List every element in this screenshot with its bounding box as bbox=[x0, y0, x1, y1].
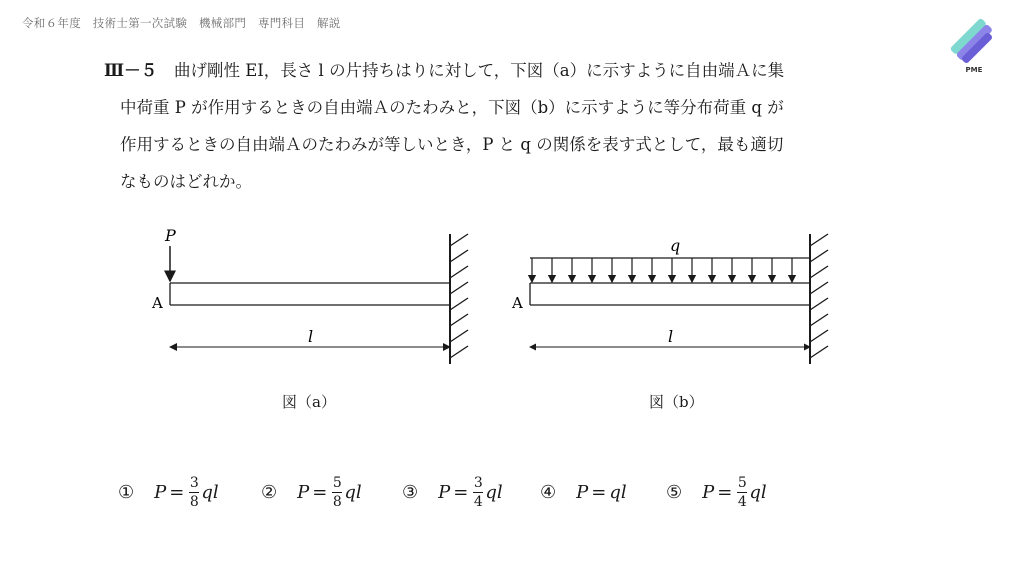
choice-2-mark: ② bbox=[261, 481, 278, 503]
figure-b-diagram bbox=[500, 224, 840, 374]
choice-3-fraction: $\frac{3}{4}$ bbox=[473, 474, 483, 510]
free-end-label-a: A bbox=[152, 294, 163, 312]
fixed-support-b bbox=[810, 234, 828, 364]
free-end-label-b: A bbox=[512, 294, 523, 312]
figure-a-diagram bbox=[140, 224, 480, 374]
load-label-q: q bbox=[670, 236, 681, 255]
question-line-3: 作用するときの自由端Ａのたわみが等しいとき，P と q の関係を表す式として，最も適切 bbox=[120, 135, 784, 154]
choice-5-fraction: $\frac{5}{4}$ bbox=[737, 474, 747, 510]
choice-1-mark: ① bbox=[118, 481, 135, 503]
fixed-support-a bbox=[450, 234, 468, 364]
question-line-2: 中荷重 P が作用するときの自由端Ａのたわみと，下図（b）に示すように等分布荷重 q が bbox=[120, 98, 784, 117]
question-line-4: なものはどれか。 bbox=[120, 172, 252, 191]
choice-1[interactable]: ① P = $\frac{3}{8}$ ql bbox=[118, 474, 219, 510]
choice-1-fraction: $\frac{3}{8}$ bbox=[189, 474, 199, 510]
logo-text: PME bbox=[965, 66, 983, 74]
choice-2-fraction: $\frac{5}{8}$ bbox=[332, 474, 342, 510]
figure-a bbox=[140, 224, 480, 374]
logo-stripes-icon bbox=[948, 12, 1000, 66]
choice-2[interactable]: ② P = $\frac{5}{8}$ ql bbox=[261, 474, 362, 510]
choice-3-mark: ③ bbox=[402, 481, 419, 503]
distributed-load bbox=[530, 258, 810, 282]
choice-5-mark: ⑤ bbox=[666, 481, 683, 503]
beam-b bbox=[530, 283, 810, 305]
figure-b bbox=[500, 224, 840, 374]
figure-a-caption: 図（a） bbox=[282, 393, 336, 411]
choice-4-mark: ④ bbox=[540, 481, 557, 503]
page-header: 令和６年度 技術士第一次試験 機械部門 専門科目 解説 bbox=[22, 16, 341, 30]
length-label-b: l bbox=[668, 327, 674, 346]
choice-4[interactable]: ④ P = ql bbox=[540, 481, 627, 503]
question-text bbox=[104, 52, 864, 200]
load-label-P: P bbox=[165, 226, 176, 245]
length-label-a: l bbox=[308, 327, 314, 346]
question-line-1: Ⅲ－５ 曲げ剛性 EI，長さ l の片持ちはりに対して，下図（a）に示すように自由端Ａに集 bbox=[104, 52, 864, 89]
question-number: Ⅲ－５ bbox=[104, 61, 158, 80]
choice-5[interactable]: ⑤ P = $\frac{5}{4}$ ql bbox=[666, 474, 767, 510]
choice-3[interactable]: ③ P = $\frac{3}{4}$ ql bbox=[402, 474, 503, 510]
pme-logo bbox=[948, 12, 1000, 78]
figure-b-caption: 図（b） bbox=[649, 393, 704, 411]
beam-a bbox=[170, 283, 450, 305]
